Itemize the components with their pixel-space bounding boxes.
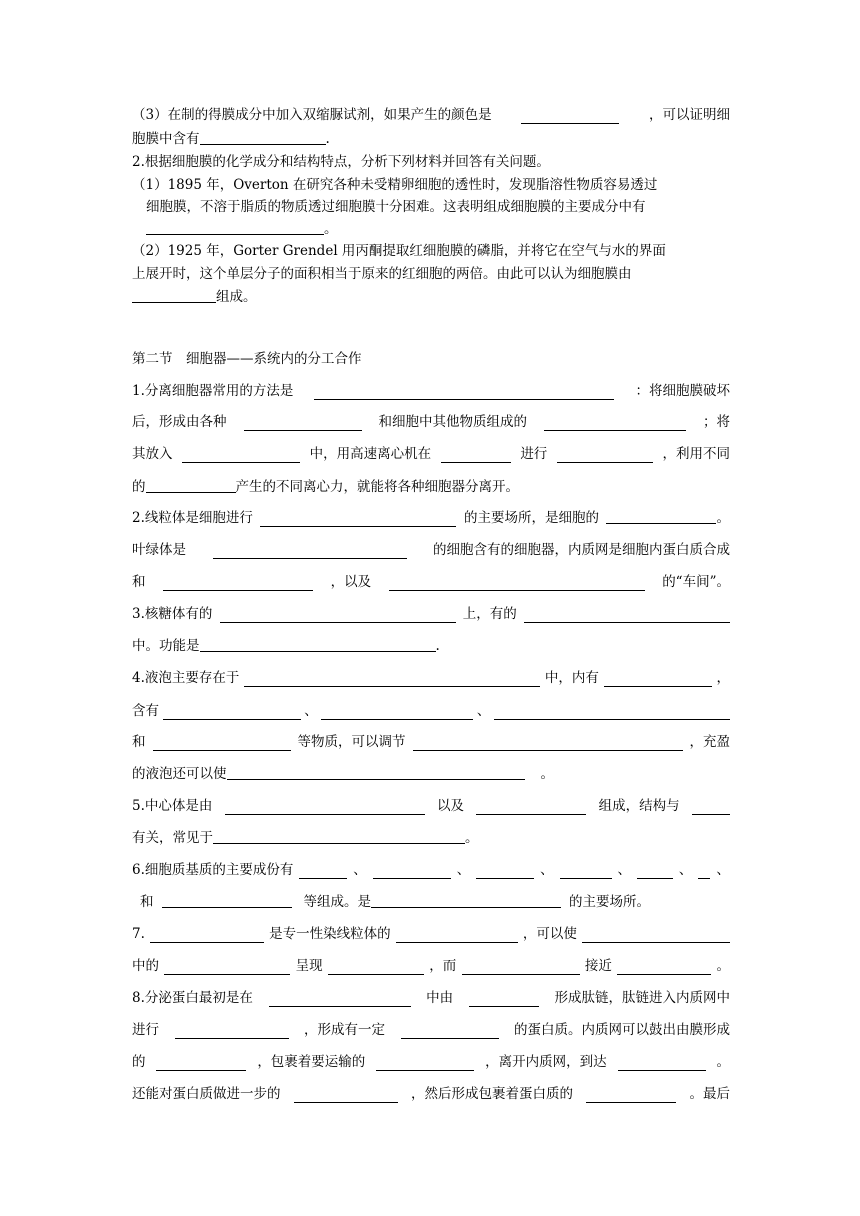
section-title: 第二节 细胞器——系统内的分工合作	[132, 351, 362, 367]
s1-q3-line2	[132, 130, 730, 148]
text: 、	[476, 703, 491, 719]
text: ，可以使	[522, 926, 577, 942]
blank[interactable]	[396, 929, 518, 943]
q2-line2	[132, 541, 730, 559]
text: 。	[716, 958, 730, 974]
text: 的主要场所。	[569, 894, 650, 910]
text: 有关，常见于	[132, 830, 213, 846]
text: 。	[540, 766, 554, 782]
blank[interactable]	[150, 929, 264, 943]
q1-line1	[132, 382, 730, 400]
text: ，以及	[330, 574, 372, 590]
q5-line2	[132, 829, 730, 847]
blank[interactable]	[314, 386, 614, 400]
text: 的主要场所，是细胞的	[463, 510, 599, 526]
text: 进行	[132, 1022, 159, 1038]
text: 胞膜中含有	[132, 131, 200, 147]
text: ，离开内质网，到达	[485, 1054, 607, 1070]
text: 的液泡还可以使	[132, 766, 227, 782]
text: 等物质，可以调节	[297, 734, 406, 750]
blank[interactable]	[244, 673, 540, 687]
text: 组成，结构与	[598, 798, 680, 814]
q4-line3	[132, 733, 730, 751]
q1-line4	[132, 478, 730, 496]
blank[interactable]	[637, 865, 673, 879]
blank[interactable]	[618, 1057, 706, 1071]
blank[interactable]	[260, 513, 456, 527]
blank[interactable]	[524, 609, 730, 623]
text: 、	[678, 862, 693, 878]
text: 叶绿体是	[132, 542, 186, 558]
text: .	[435, 638, 440, 654]
text: 接近	[584, 958, 612, 974]
text: 2.线粒体是细胞进行	[132, 510, 253, 526]
text: 后，形成由各种	[132, 414, 227, 430]
text: 和	[132, 574, 146, 590]
blank[interactable]	[227, 766, 525, 780]
blank[interactable]	[225, 801, 425, 815]
text: 。	[324, 221, 338, 237]
text: ，形成有一定	[304, 1022, 385, 1038]
q6-line2	[140, 893, 738, 911]
text: 以及	[437, 798, 465, 814]
blank[interactable]	[213, 545, 407, 559]
blank[interactable]	[146, 221, 324, 235]
blank[interactable]	[156, 1057, 246, 1071]
q4-line1	[132, 669, 730, 687]
q4-line4	[132, 765, 730, 783]
blank[interactable]	[521, 110, 619, 124]
s1-p1-line1: （1）1895 年，Overton 在研究各种未受精卵细胞的透性时，发现脂溶性物质容易透过	[132, 177, 658, 193]
q2-line3	[132, 573, 730, 591]
text: 和	[140, 894, 154, 910]
blank[interactable]	[175, 1025, 289, 1039]
text: 还能对蛋白质做进一步的	[132, 1086, 281, 1102]
blank[interactable]	[462, 961, 580, 975]
blank[interactable]	[557, 449, 653, 463]
blank[interactable]	[299, 865, 347, 879]
text: （3）在制的得膜成分中加入双缩脲试剂，如果产生的颜色是	[132, 107, 492, 123]
text: 组成。	[216, 289, 257, 305]
text: 中，用高速离心机在	[309, 446, 432, 462]
blank[interactable]	[604, 673, 712, 687]
text: 、	[540, 862, 554, 878]
text: 、	[617, 862, 632, 878]
blank[interactable]	[294, 1089, 398, 1103]
text: 产生的不同离心力，就能将各种细胞器分离开。	[235, 479, 519, 495]
text: 中，内有	[544, 670, 599, 686]
blank[interactable]	[164, 961, 290, 975]
text: 和细胞中其他物质组成的	[378, 414, 527, 430]
q3-line1	[132, 605, 730, 623]
blank[interactable]	[373, 865, 451, 879]
blank[interactable]	[441, 449, 511, 463]
blank[interactable]	[200, 131, 326, 145]
text: 。	[465, 830, 479, 846]
q6-line1	[132, 861, 730, 879]
text: 1.分离细胞器常用的方法是	[132, 383, 294, 399]
text: 的	[132, 479, 146, 495]
text: ，然后形成包裹着蛋白质的	[411, 1086, 573, 1102]
blank[interactable]	[213, 830, 465, 844]
q8-line2	[132, 1021, 730, 1039]
blank[interactable]	[244, 417, 362, 431]
blank[interactable]	[163, 706, 301, 720]
text: 6.细胞质基质的主要成份有	[132, 862, 294, 878]
blank[interactable]	[413, 737, 683, 751]
s1-p1-line3	[146, 220, 744, 238]
blank[interactable]	[321, 706, 473, 720]
text: ，而	[429, 958, 457, 974]
text: 含有	[132, 703, 159, 719]
blank[interactable]	[582, 929, 730, 943]
text: 3.核糖体有的	[132, 606, 213, 622]
text: 、	[716, 862, 730, 878]
text: ：将细胞膜破坏	[635, 383, 730, 399]
text: 4.液泡主要存在于	[132, 670, 240, 686]
s1-q2-title: 2.根据细胞膜的化学成分和结构特点，分析下列材料并回答有关问题。	[132, 154, 550, 170]
text: 等组成。是	[303, 894, 371, 910]
blank[interactable]	[586, 1089, 676, 1103]
text: 进行	[520, 446, 548, 462]
text: 的	[132, 1054, 146, 1070]
blank[interactable]	[153, 737, 291, 751]
text: 。	[716, 510, 730, 526]
text: 、	[304, 703, 318, 719]
q7-line1	[132, 925, 730, 943]
text: 5.中心体是由	[132, 798, 213, 814]
blank[interactable]	[476, 801, 586, 815]
blank[interactable]	[469, 993, 539, 1007]
text: 其放入	[132, 446, 173, 462]
blank[interactable]	[200, 638, 436, 652]
text: 的“车间”。	[662, 574, 730, 590]
blank[interactable]	[163, 577, 313, 591]
s1-p1-line2: 细胞膜，不溶于脂质的物质透过细胞膜十分困难。这表明组成细胞膜的主要成分中有	[146, 199, 646, 215]
blank[interactable]	[401, 1025, 499, 1039]
text: 是专一性染线粒体的	[269, 926, 391, 942]
blank[interactable]	[617, 961, 711, 975]
blank[interactable]	[376, 1057, 474, 1071]
s1-p2-line1: （2）1925 年，Gorter Grendel 用丙酮提取红细胞膜的磷脂，并将它在空气与水的界面	[132, 243, 666, 259]
blank[interactable]	[220, 609, 456, 623]
text: 的细胞含有的细胞器，内质网是细胞内蛋白质合成	[433, 542, 730, 558]
text: 7.	[132, 926, 145, 942]
q7-line2	[132, 957, 730, 975]
blank[interactable]	[146, 479, 236, 493]
q5-line1	[132, 797, 730, 815]
blank[interactable]	[476, 865, 534, 879]
text: 。最后	[689, 1086, 730, 1102]
text: 、	[353, 862, 367, 878]
text: 、	[456, 862, 471, 878]
text: 中由	[426, 990, 454, 1006]
blank[interactable]	[328, 961, 424, 975]
text: 形成肽链，肽链进入内质网中	[554, 990, 730, 1006]
blank[interactable]	[269, 993, 411, 1007]
q1-line3	[132, 445, 730, 463]
q8-line3	[132, 1053, 730, 1071]
blank[interactable]	[560, 865, 612, 879]
q8-line4	[132, 1085, 730, 1103]
text: ，	[716, 670, 730, 686]
text: 的蛋白质。内质网可以鼓出由膜形成	[514, 1022, 730, 1038]
text: 。	[716, 1054, 730, 1070]
blank[interactable]	[544, 417, 686, 431]
text: 上，有的	[462, 606, 517, 622]
text: ，利用不同	[662, 446, 730, 462]
q4-line2	[132, 702, 730, 720]
text: 和	[132, 734, 146, 750]
s1-q3-line1	[132, 106, 730, 124]
text: ，充盈	[689, 734, 730, 750]
text: ；将	[703, 414, 730, 430]
blank[interactable]	[494, 706, 730, 720]
s1-p2-line3	[132, 288, 730, 306]
text: .	[325, 131, 330, 147]
blank[interactable]	[162, 894, 292, 908]
text: 8.分泌蛋白最初是在	[132, 990, 253, 1006]
blank[interactable]	[698, 865, 710, 879]
q3-line2	[132, 637, 730, 655]
blank[interactable]	[182, 449, 300, 463]
blank[interactable]	[692, 801, 730, 815]
blank[interactable]	[132, 289, 216, 303]
blank[interactable]	[371, 894, 561, 908]
text: 中。功能是	[132, 638, 200, 654]
q2-line1	[132, 509, 730, 527]
text: ，包裹着要运输的	[257, 1054, 366, 1070]
blank[interactable]	[606, 510, 716, 524]
text: 呈现	[295, 958, 323, 974]
blank[interactable]	[389, 577, 645, 591]
q8-line1	[132, 989, 730, 1007]
s1-p2-line2: 上展开时，这个单层分子的面积相当于原来的红细胞的两倍。由此可以认为细胞膜由	[132, 266, 632, 282]
text: 中的	[132, 958, 159, 974]
q1-line2	[132, 413, 730, 431]
text: ，可以证明细	[649, 107, 730, 123]
